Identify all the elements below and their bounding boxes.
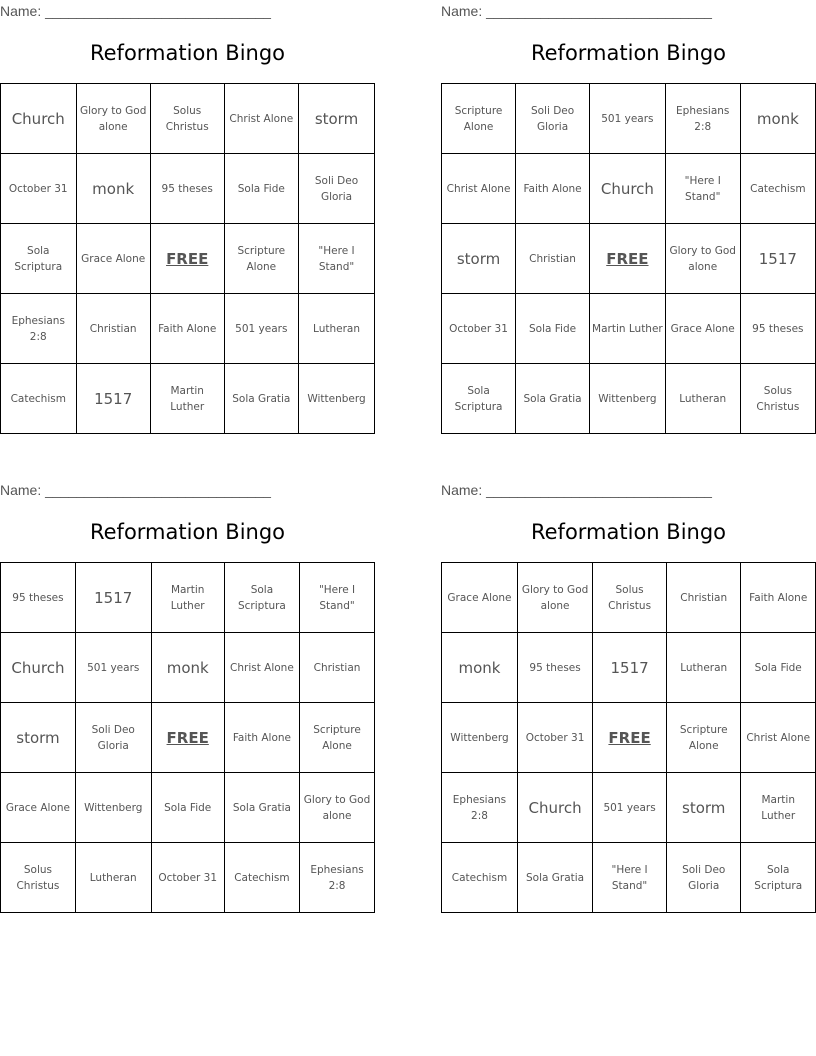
bingo-cell[interactable]: 95 theses — [150, 154, 224, 224]
bingo-cell[interactable]: Christ Alone — [224, 84, 298, 154]
free-space[interactable]: FREE — [151, 703, 224, 773]
card-title: Reformation Bingo — [89, 520, 286, 544]
bingo-cell[interactable]: Grace Alone — [442, 563, 518, 633]
bingo-cell[interactable]: Solus Christus — [1, 843, 76, 913]
bingo-cell[interactable]: Glory to God alone — [517, 563, 592, 633]
bingo-cell[interactable]: 501 years — [224, 294, 298, 364]
name-field[interactable]: Name: _____________________________ — [0, 482, 271, 498]
bingo-cell[interactable]: October 31 — [151, 843, 224, 913]
bingo-cell[interactable]: Martin Luther — [151, 563, 224, 633]
name-field[interactable]: Name: _____________________________ — [441, 482, 712, 498]
grid-row — [1, 773, 375, 843]
bingo-cell[interactable]: Church — [517, 773, 592, 843]
bingo-cell[interactable]: storm — [299, 84, 375, 154]
bingo-cell[interactable]: Sola Gratia — [224, 773, 299, 843]
bingo-cell[interactable]: Christian — [516, 224, 590, 294]
bingo-cell[interactable]: Christ Alone — [741, 703, 816, 773]
bingo-cell[interactable]: storm — [442, 224, 516, 294]
bingo-cell[interactable]: Glory to God alone — [300, 773, 375, 843]
bingo-cell[interactable]: Solus Christus — [740, 364, 815, 434]
grid-row — [1, 294, 375, 364]
bingo-cell[interactable]: Church — [590, 154, 666, 224]
bingo-cell[interactable]: Scripture Alone — [300, 703, 375, 773]
grid-row — [442, 84, 816, 154]
bingo-cell[interactable]: Faith Alone — [150, 294, 224, 364]
bingo-cell[interactable]: Sola Fide — [516, 294, 590, 364]
grid-row — [442, 224, 816, 294]
bingo-cell[interactable]: Ephesians 2:8 — [665, 84, 740, 154]
name-field[interactable]: Name: _____________________________ — [0, 3, 271, 19]
bingo-cell[interactable]: Christ Alone — [224, 633, 299, 703]
bingo-cell[interactable]: Martin Luther — [150, 364, 224, 434]
bingo-cell[interactable]: Faith Alone — [516, 154, 590, 224]
bingo-grid — [0, 562, 375, 913]
grid-row — [442, 843, 816, 913]
bingo-cell[interactable]: Soli Deo Gloria — [75, 703, 151, 773]
grid-row — [1, 364, 375, 434]
bingo-grid — [0, 83, 375, 434]
bingo-cell[interactable]: Ephesians 2:8 — [1, 294, 77, 364]
bingo-cell[interactable]: 1517 — [75, 563, 151, 633]
grid-row — [1, 633, 375, 703]
free-space[interactable]: FREE — [590, 224, 666, 294]
bingo-cell[interactable]: storm — [666, 773, 740, 843]
bingo-cell[interactable]: Sola Scriptura — [741, 843, 816, 913]
bingo-cell[interactable]: Sola Gratia — [516, 364, 590, 434]
bingo-cell[interactable]: October 31 — [442, 294, 516, 364]
bingo-cell[interactable]: Christ Alone — [442, 154, 516, 224]
bingo-cell[interactable]: Catechism — [740, 154, 815, 224]
bingo-cell[interactable]: Wittenberg — [75, 773, 151, 843]
grid-row — [1, 703, 375, 773]
grid-row — [442, 154, 816, 224]
bingo-cell[interactable]: Sola Scriptura — [442, 364, 516, 434]
bingo-cell[interactable]: Soli Deo Gloria — [516, 84, 590, 154]
bingo-cell[interactable]: monk — [76, 154, 150, 224]
bingo-cell[interactable]: Christian — [76, 294, 150, 364]
grid-row — [442, 703, 816, 773]
bingo-cell[interactable]: "Here I Stand" — [665, 154, 740, 224]
bingo-cell[interactable]: October 31 — [1, 154, 77, 224]
bingo-cell[interactable]: Scripture Alone — [666, 703, 740, 773]
bingo-cell[interactable]: monk — [151, 633, 224, 703]
bingo-cell[interactable]: Catechism — [224, 843, 299, 913]
grid-row — [442, 294, 816, 364]
bingo-cell[interactable]: 1517 — [76, 364, 150, 434]
bingo-cell[interactable]: 95 theses — [517, 633, 592, 703]
bingo-cell[interactable]: Christian — [666, 563, 740, 633]
bingo-cell[interactable]: Lutheran — [299, 294, 375, 364]
bingo-cell[interactable]: Wittenberg — [299, 364, 375, 434]
bingo-cell[interactable]: 95 theses — [1, 563, 76, 633]
bingo-cell[interactable]: Church — [1, 633, 76, 703]
bingo-cell[interactable]: monk — [442, 633, 518, 703]
bingo-cell[interactable]: Soli Deo Gloria — [666, 843, 740, 913]
bingo-cell[interactable]: 95 theses — [740, 294, 815, 364]
card-title: Reformation Bingo — [530, 41, 727, 65]
bingo-cell[interactable]: Solus Christus — [593, 563, 667, 633]
bingo-cell[interactable]: Sola Scriptura — [224, 563, 299, 633]
bingo-cell[interactable]: Scripture Alone — [442, 84, 516, 154]
grid-row — [1, 563, 375, 633]
card-title: Reformation Bingo — [89, 41, 286, 65]
grid-row — [1, 154, 375, 224]
bingo-cell[interactable]: Sola Fide — [224, 154, 298, 224]
free-space[interactable]: FREE — [150, 224, 224, 294]
bingo-cell[interactable]: Sola Scriptura — [1, 224, 77, 294]
free-space[interactable]: FREE — [593, 703, 667, 773]
bingo-cell[interactable]: Martin Luther — [741, 773, 816, 843]
bingo-cell[interactable]: 1517 — [740, 224, 815, 294]
bingo-cell[interactable]: 501 years — [75, 633, 151, 703]
bingo-cell[interactable]: Catechism — [1, 364, 77, 434]
bingo-grid — [441, 83, 816, 434]
bingo-cell[interactable]: Faith Alone — [224, 703, 299, 773]
bingo-cell[interactable]: Faith Alone — [741, 563, 816, 633]
grid-row — [442, 773, 816, 843]
bingo-cell[interactable]: 501 years — [590, 84, 666, 154]
bingo-cell[interactable]: Church — [1, 84, 77, 154]
grid-row — [442, 364, 816, 434]
bingo-cell[interactable]: 501 years — [593, 773, 667, 843]
bingo-cell[interactable]: Sola Gratia — [517, 843, 592, 913]
bingo-cell[interactable]: Lutheran — [666, 633, 740, 703]
bingo-cell[interactable]: Soli Deo Gloria — [299, 154, 375, 224]
bingo-cell[interactable]: October 31 — [517, 703, 592, 773]
bingo-cell[interactable]: Glory to God alone — [76, 84, 150, 154]
bingo-cell[interactable]: Ephesians 2:8 — [300, 843, 375, 913]
bingo-cell[interactable]: Grace Alone — [76, 224, 150, 294]
bingo-cell[interactable]: Glory to God alone — [665, 224, 740, 294]
name-field[interactable]: Name: _____________________________ — [441, 3, 712, 19]
bingo-cell[interactable]: Grace Alone — [1, 773, 76, 843]
bingo-cell[interactable]: Lutheran — [75, 843, 151, 913]
bingo-cell[interactable]: monk — [740, 84, 815, 154]
bingo-cell[interactable]: "Here I Stand" — [299, 224, 375, 294]
bingo-cell[interactable]: storm — [1, 703, 76, 773]
bingo-cell[interactable]: Wittenberg — [590, 364, 666, 434]
grid-row — [442, 633, 816, 703]
bingo-cell[interactable]: Lutheran — [665, 364, 740, 434]
bingo-cell[interactable]: Grace Alone — [665, 294, 740, 364]
card-title: Reformation Bingo — [530, 520, 727, 544]
bingo-cell[interactable]: Wittenberg — [442, 703, 518, 773]
bingo-cell[interactable]: Ephesians 2:8 — [442, 773, 518, 843]
bingo-cell[interactable]: 1517 — [593, 633, 667, 703]
bingo-grid — [441, 562, 816, 913]
bingo-cell[interactable]: Sola Gratia — [224, 364, 298, 434]
grid-row — [1, 84, 375, 154]
grid-row — [1, 224, 375, 294]
bingo-cell[interactable]: Scripture Alone — [224, 224, 298, 294]
bingo-cell[interactable]: "Here I Stand" — [593, 843, 667, 913]
grid-row — [442, 563, 816, 633]
grid-row — [1, 843, 375, 913]
bingo-cell[interactable]: Solus Christus — [150, 84, 224, 154]
bingo-cell[interactable]: Sola Fide — [151, 773, 224, 843]
bingo-cell[interactable]: Sola Fide — [741, 633, 816, 703]
bingo-cell[interactable]: Christian — [300, 633, 375, 703]
bingo-cell[interactable]: Martin Luther — [590, 294, 666, 364]
bingo-cell[interactable]: "Here I Stand" — [300, 563, 375, 633]
bingo-cell[interactable]: Catechism — [442, 843, 518, 913]
